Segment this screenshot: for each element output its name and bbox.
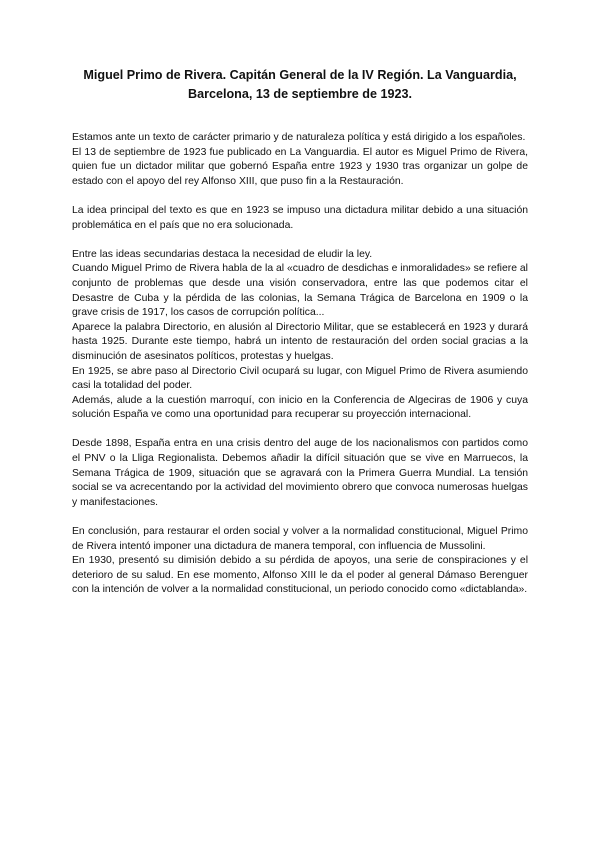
paragraph-line: El 13 de septiembre de 1923 fue publicado en La Vanguardia. El autor es Miguel Primo de Rivera, quien fue un dictador militar que gobernó España entre 1923 y 1930 tras organizar un golpe de estado con el apoyo del rey Alfonso XIII, que puso fin a la Restauración. [72, 146, 528, 187]
paragraph-secondary-ideas [72, 248, 528, 423]
paragraph-context [72, 437, 528, 510]
paragraph-line: Entre las ideas secundarias destaca la necesidad de eludir la ley. [72, 248, 373, 260]
paragraph-line: Estamos ante un texto de carácter primario y de naturaleza política y está dirigido a los españoles. [72, 132, 526, 143]
paragraph-line: Desde 1898, España entra en una crisis dentro del auge de los nacionalismos con partidos como el PNV o la Lliga Regionalista. Debemos añadir la difícil situación que se vive en Marruecos, la Semana Trágica de 1909, situación que se agravará con la Primera Guerra Mundial. La tensión social se va acrecentando por la actividad del movimiento obrero que convoca numerosas huelgas y manifestaciones. [72, 438, 528, 508]
paragraph-line: En 1930, presentó su dimisión debido a su pérdida de apoyos, una serie de conspiraciones y el deterioro de su salud. En ese momento, Alfonso XIII le da el poder al general Dámaso Berenguer con la intención de volver a la normalidad constitucional, un periodo conocido como «dictablanda». [72, 555, 528, 596]
document-title-line-2: Barcelona, 13 de septiembre de 1923. [187, 87, 412, 101]
paragraph-main-idea [72, 204, 528, 233]
paragraph-line: En 1925, se abre paso al Directorio Civil ocupará su lugar, con Miguel Primo de Rivera asumiendo casi la totalidad del poder. [72, 365, 528, 392]
paragraph-line: Aparece la palabra Directorio, en alusión al Directorio Militar, que se establecerá en 1923 y durará hasta 1925. Durante este tiempo, habrá un intento de restauración del orden social gracias a la disminución de asesinatos políticos, protestas y huelgas. [72, 321, 528, 362]
document-page [72, 66, 528, 613]
paragraph-introduction [72, 131, 528, 189]
paragraph-line: Además, alude a la cuestión marroquí, con inicio en la Conferencia de Algeciras de 1906 y cuya solución España ve como una oportunidad para recuperar su proyección internacional. [72, 394, 528, 421]
paragraph-line: Cuando Miguel Primo de Rivera habla de la al «cuadro de desdichas e inmoralidades» se refiere al conjunto de problemas que desde una visión conservadora, entre las que podemos citar el Desastre de Cuba y la pérdida de las colonias, la Semana Trágica de Barcelona en 1909 o la grave crisis de 1917, los casos de corrupción política... [72, 263, 528, 319]
document-title [72, 66, 528, 104]
paragraph-line: La idea principal del texto es que en 1923 se impuso una dictadura militar debido a una situación problemática en el país que no era solucionada. [72, 204, 528, 231]
paragraph-line: En conclusión, para restaurar el orden social y volver a la normalidad constitucional, Miguel Primo de Rivera intentó imponer una dictadura de manera temporal, con influencia de Mussolini. [72, 526, 528, 552]
document-title-line-1: Miguel Primo de Rivera. Capitán General de la IV Región. La Vanguardia, [83, 68, 517, 82]
paragraph-conclusion [72, 525, 528, 598]
